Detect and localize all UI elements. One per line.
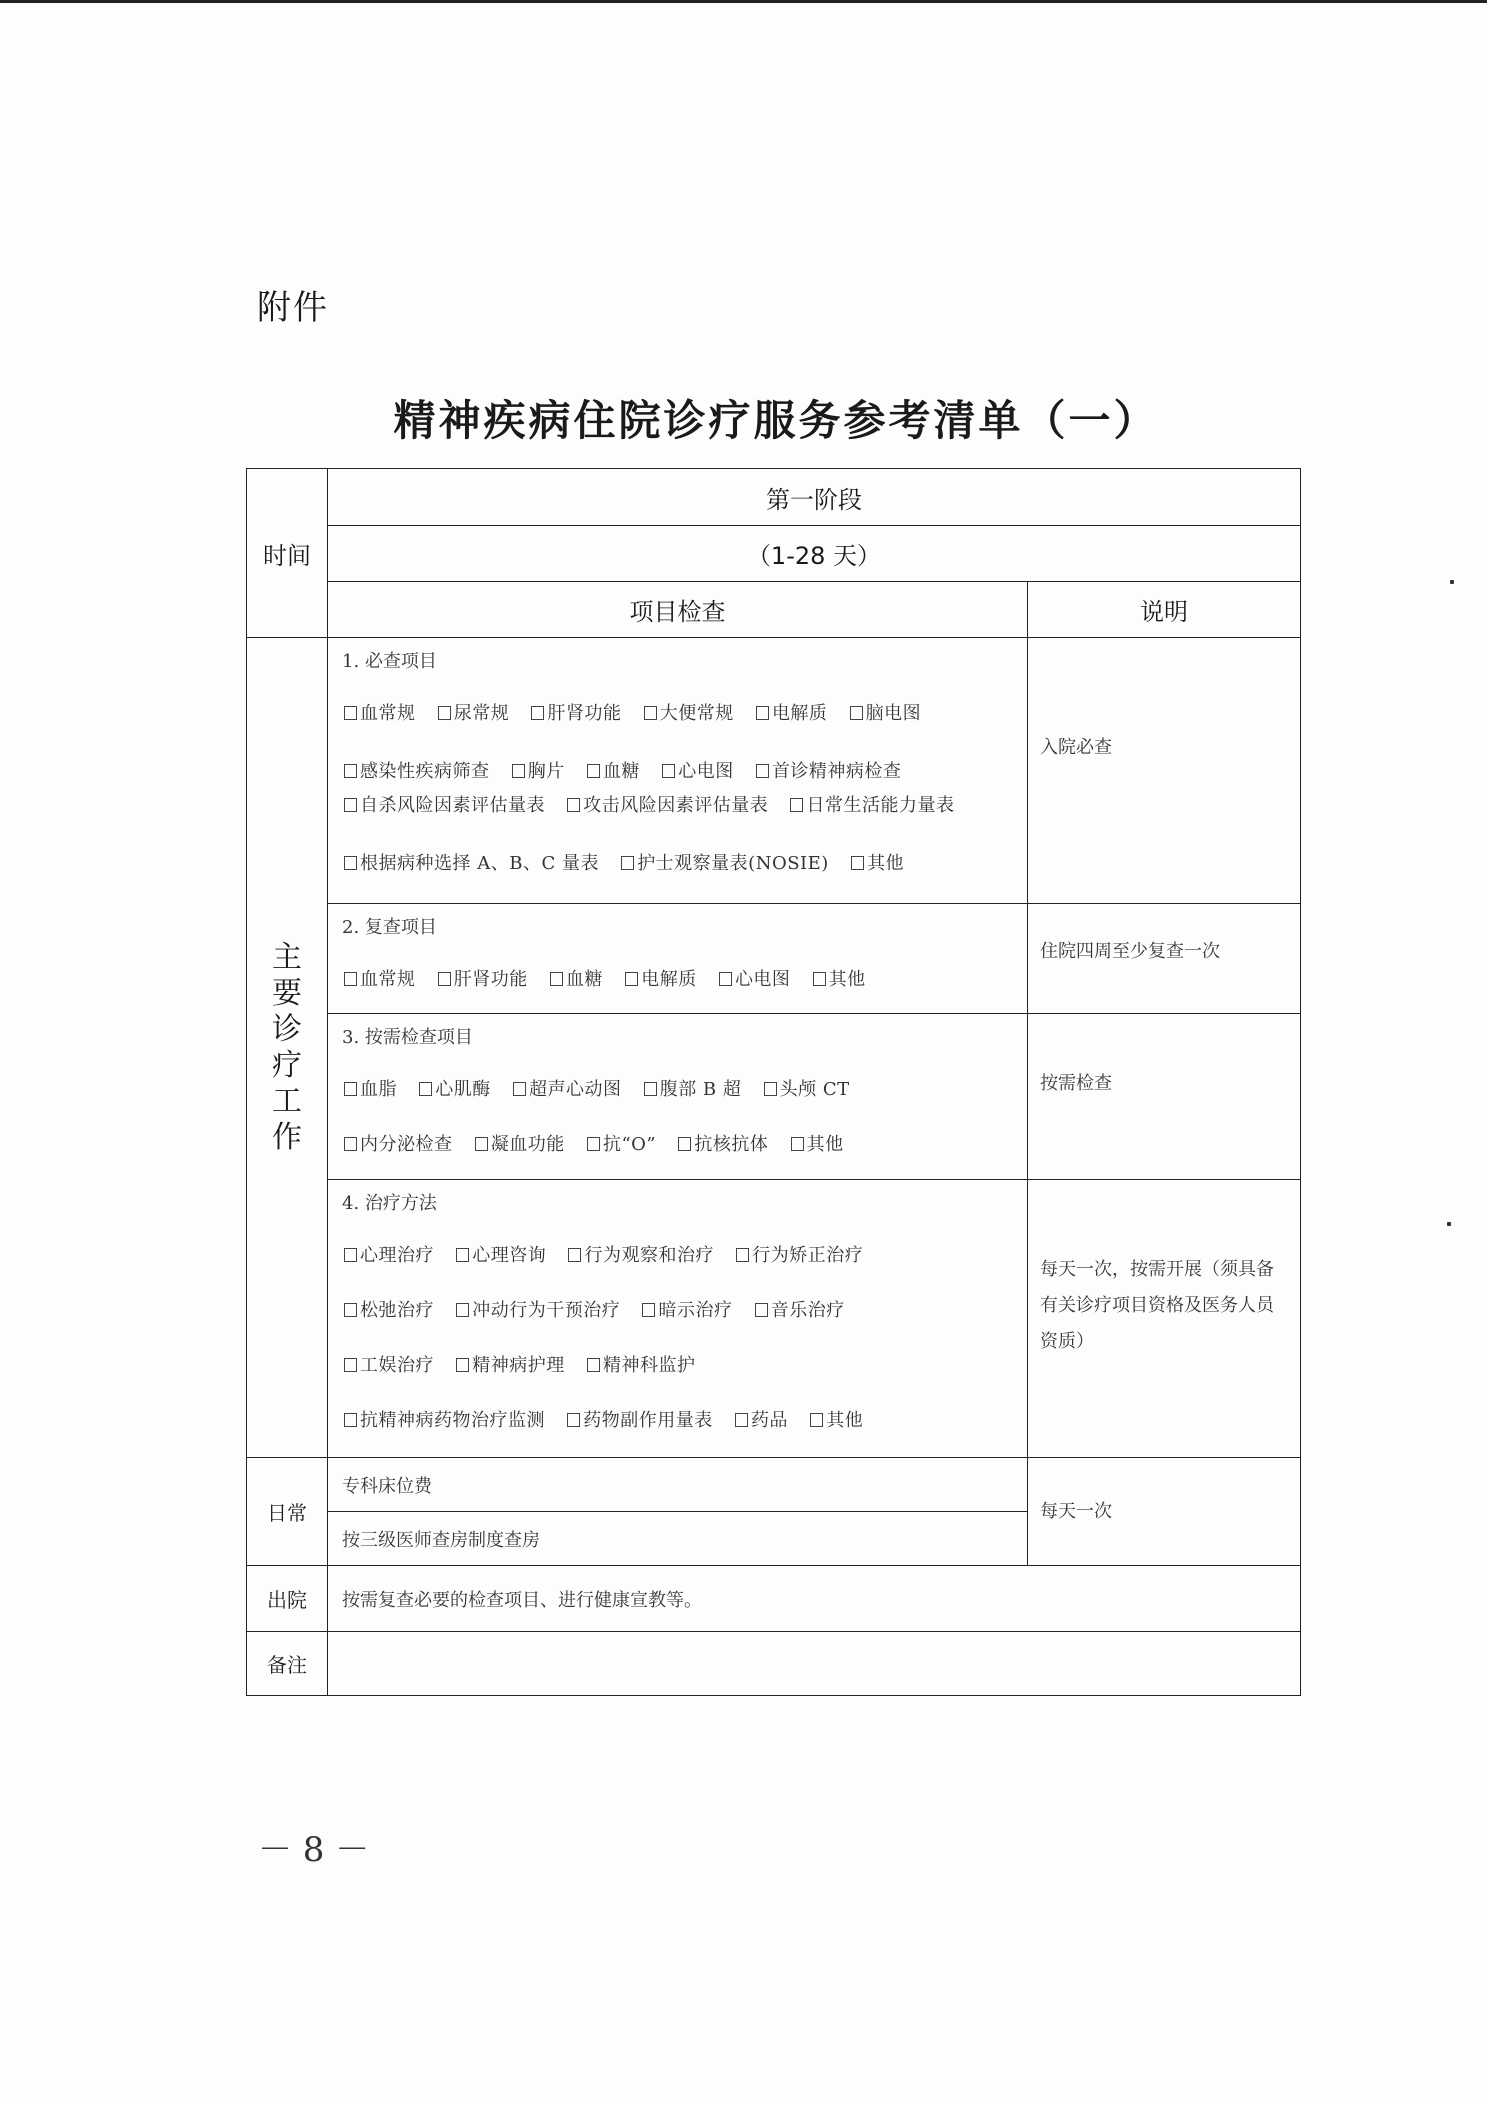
checkbox-icon [735,1413,748,1427]
checklist-row [342,700,1015,728]
check-item[interactable]: 心肌酶 [417,1079,491,1100]
daily-item: 按三级医师查房制度查房 [328,1512,1028,1566]
check-item[interactable]: 其他 [849,853,904,874]
check-item[interactable]: 抗核抗体 [676,1134,768,1155]
main-label: 主要诊疗工作 [272,939,302,1155]
col-notes-header [1028,582,1301,638]
time-label: 时间 [263,541,311,570]
section-title: 2. 复查项目 [342,917,437,938]
check-item[interactable]: 日常生活能力量表 [788,795,954,816]
check-item[interactable]: 松弛治疗 [342,1300,434,1321]
check-item[interactable]: 其他 [811,969,866,990]
section-title: 3. 按需检查项目 [342,1027,473,1048]
check-item[interactable]: 攻击风险因素评估量表 [565,795,768,816]
checklist-row [342,1242,1015,1270]
page-number: － 8 － [258,1830,370,1870]
checkbox-icon [755,1303,768,1317]
check-item[interactable]: 超声心动图 [511,1079,622,1100]
check-item[interactable]: 凝血功能 [473,1134,565,1155]
checkbox-icon [621,856,634,870]
checkbox-icon [568,1248,581,1262]
checkbox-icon [344,1082,357,1096]
check-item[interactable]: 肝肾功能 [436,969,528,990]
checkbox-icon [531,706,544,720]
checklist-row [342,1352,1015,1380]
check-item[interactable]: 血糖 [585,761,640,782]
check-item[interactable]: 冲动行为干预治疗 [454,1300,620,1321]
checkbox-icon [625,972,638,986]
check-item[interactable]: 血常规 [342,703,416,724]
checkbox-icon [344,1248,357,1262]
check-item[interactable]: 其他 [789,1134,844,1155]
checkbox-icon [587,1137,600,1151]
check-item[interactable]: 心电图 [660,761,734,782]
checklist-row [342,1297,1015,1325]
checkbox-icon [587,764,600,778]
checkbox-icon [456,1358,469,1372]
check-item[interactable]: 行为矫正治疗 [734,1245,863,1266]
checklist-row [342,966,1015,994]
days-label: （1-28 天） [746,542,882,570]
check-item[interactable]: 抗“O” [585,1134,656,1155]
check-item[interactable]: 行为观察和治疗 [566,1245,714,1266]
checkbox-icon [344,1137,357,1151]
checkbox-icon [850,706,863,720]
check-item[interactable]: 心理治疗 [342,1245,434,1266]
discharge-label: 出院 [267,1588,307,1612]
section-title: 4. 治疗方法 [342,1193,437,1214]
check-item[interactable]: 其他 [808,1410,863,1431]
checkbox-icon [419,1082,432,1096]
col-items-header [328,582,1028,638]
checkbox-icon [456,1248,469,1262]
checkbox-icon [512,764,525,778]
check-item[interactable]: 首诊精神病检查 [754,761,902,782]
checkbox-icon [791,1137,804,1151]
checkbox-icon [644,1082,657,1096]
main-label-cell [247,638,328,1458]
checkbox-icon [344,1413,357,1427]
check-item[interactable]: 电解质 [754,703,828,724]
daily-label-cell [247,1458,328,1566]
check-item[interactable]: 脑电图 [848,703,922,724]
section-on-demand-note: 按需检查 [1028,1014,1301,1180]
check-item[interactable]: 抗精神病药物治疗监测 [342,1410,545,1431]
checkbox-icon [567,1413,580,1427]
remarks-label: 备注 [267,1653,307,1677]
daily-item: 专科床位费 [328,1458,1028,1512]
check-item[interactable]: 自杀风险因素评估量表 [342,795,545,816]
checklist-row [342,1131,1015,1159]
checkbox-icon [587,1358,600,1372]
check-item[interactable]: 音乐治疗 [753,1300,845,1321]
check-item[interactable]: 心理咨询 [454,1245,546,1266]
attachment-label: 附件 [257,288,329,328]
remarks-text [328,1632,1301,1696]
check-item[interactable]: 感染性疾病筛查 [342,761,490,782]
check-item[interactable]: 药品 [733,1410,788,1431]
checkbox-icon [438,706,451,720]
checkbox-icon [662,764,675,778]
checkbox-icon [756,706,769,720]
section-treatment-note: 每天一次，按需开展（须具备有关诊疗项目资格及医务人员资质） [1028,1180,1301,1458]
daily-label: 日常 [267,1501,307,1525]
checkbox-icon [344,1303,357,1317]
section-recheck [328,904,1028,1014]
check-item[interactable]: 血常规 [342,969,416,990]
stage-label: 第一阶段 [766,485,862,514]
section-required-note: 入院必查 [1028,638,1301,904]
checklist-row [342,755,1015,823]
check-item[interactable]: 工娱治疗 [342,1355,434,1376]
checkbox-icon [438,972,451,986]
check-item[interactable]: 头颅 CT [762,1079,850,1100]
check-item[interactable]: 心电图 [717,969,791,990]
checklist-row [342,850,1015,878]
section-recheck-note: 住院四周至少复查一次 [1028,904,1301,1014]
col-items-label: 项目检查 [629,598,726,626]
checkbox-icon [810,1413,823,1427]
checkbox-icon [344,1358,357,1372]
section-treatment [328,1180,1028,1458]
check-item[interactable]: 胸片 [510,761,565,782]
checkbox-icon [344,706,357,720]
days-cell [328,526,1301,582]
time-label-cell [247,469,328,638]
section-title: 1. 必查项目 [342,651,437,672]
checkbox-icon [344,798,357,812]
checkbox-icon [644,706,657,720]
checkbox-icon [344,856,357,870]
discharge-label-cell [247,1566,328,1632]
check-item[interactable]: 根据病种选择 A、B、C 量表 [342,853,599,874]
checkbox-icon [513,1082,526,1096]
check-item[interactable]: 药物副作用量表 [565,1410,713,1431]
checkbox-icon [456,1303,469,1317]
stage-cell [328,469,1301,526]
scan-speck [1447,1222,1451,1226]
check-item[interactable]: 血糖 [548,969,603,990]
checklist-row [342,1407,1015,1435]
check-item[interactable]: 护士观察量表(NOSIE) [619,853,829,874]
check-item[interactable]: 精神科监护 [585,1355,696,1376]
service-checklist-table [246,468,1301,1696]
checkbox-icon [790,798,803,812]
check-item[interactable]: 血脂 [342,1079,397,1100]
remarks-label-cell [247,1632,328,1696]
checkbox-icon [764,1082,777,1096]
section-required [328,638,1028,904]
checkbox-icon [813,972,826,986]
checkbox-icon [736,1248,749,1262]
checkbox-icon [851,856,864,870]
discharge-text: 按需复查必要的检查项目、进行健康宣教等。 [328,1566,1301,1632]
scan-top-edge [0,0,1487,3]
check-item[interactable]: 大便常规 [642,703,734,724]
section-on-demand [328,1014,1028,1180]
check-item[interactable]: 内分泌检查 [342,1134,453,1155]
document-title: 精神疾病住院诊疗服务参考清单（一） [393,396,1159,445]
check-item[interactable]: 电解质 [623,969,697,990]
check-item[interactable]: 精神病护理 [454,1355,565,1376]
checkbox-icon [344,972,357,986]
check-item[interactable]: 尿常规 [436,703,510,724]
check-item[interactable]: 腹部 B 超 [642,1079,742,1100]
scan-speck [1450,580,1454,584]
checkbox-icon [344,764,357,778]
checkbox-icon [756,764,769,778]
checkbox-icon [475,1137,488,1151]
checkbox-icon [550,972,563,986]
col-notes-label: 说明 [1140,598,1188,626]
checklist-row [342,1076,1015,1104]
checkbox-icon [567,798,580,812]
checkbox-icon [719,972,732,986]
check-item[interactable]: 暗示治疗 [640,1300,732,1321]
check-item[interactable]: 肝肾功能 [529,703,621,724]
daily-note: 每天一次 [1028,1458,1301,1566]
checkbox-icon [642,1303,655,1317]
checkbox-icon [678,1137,691,1151]
